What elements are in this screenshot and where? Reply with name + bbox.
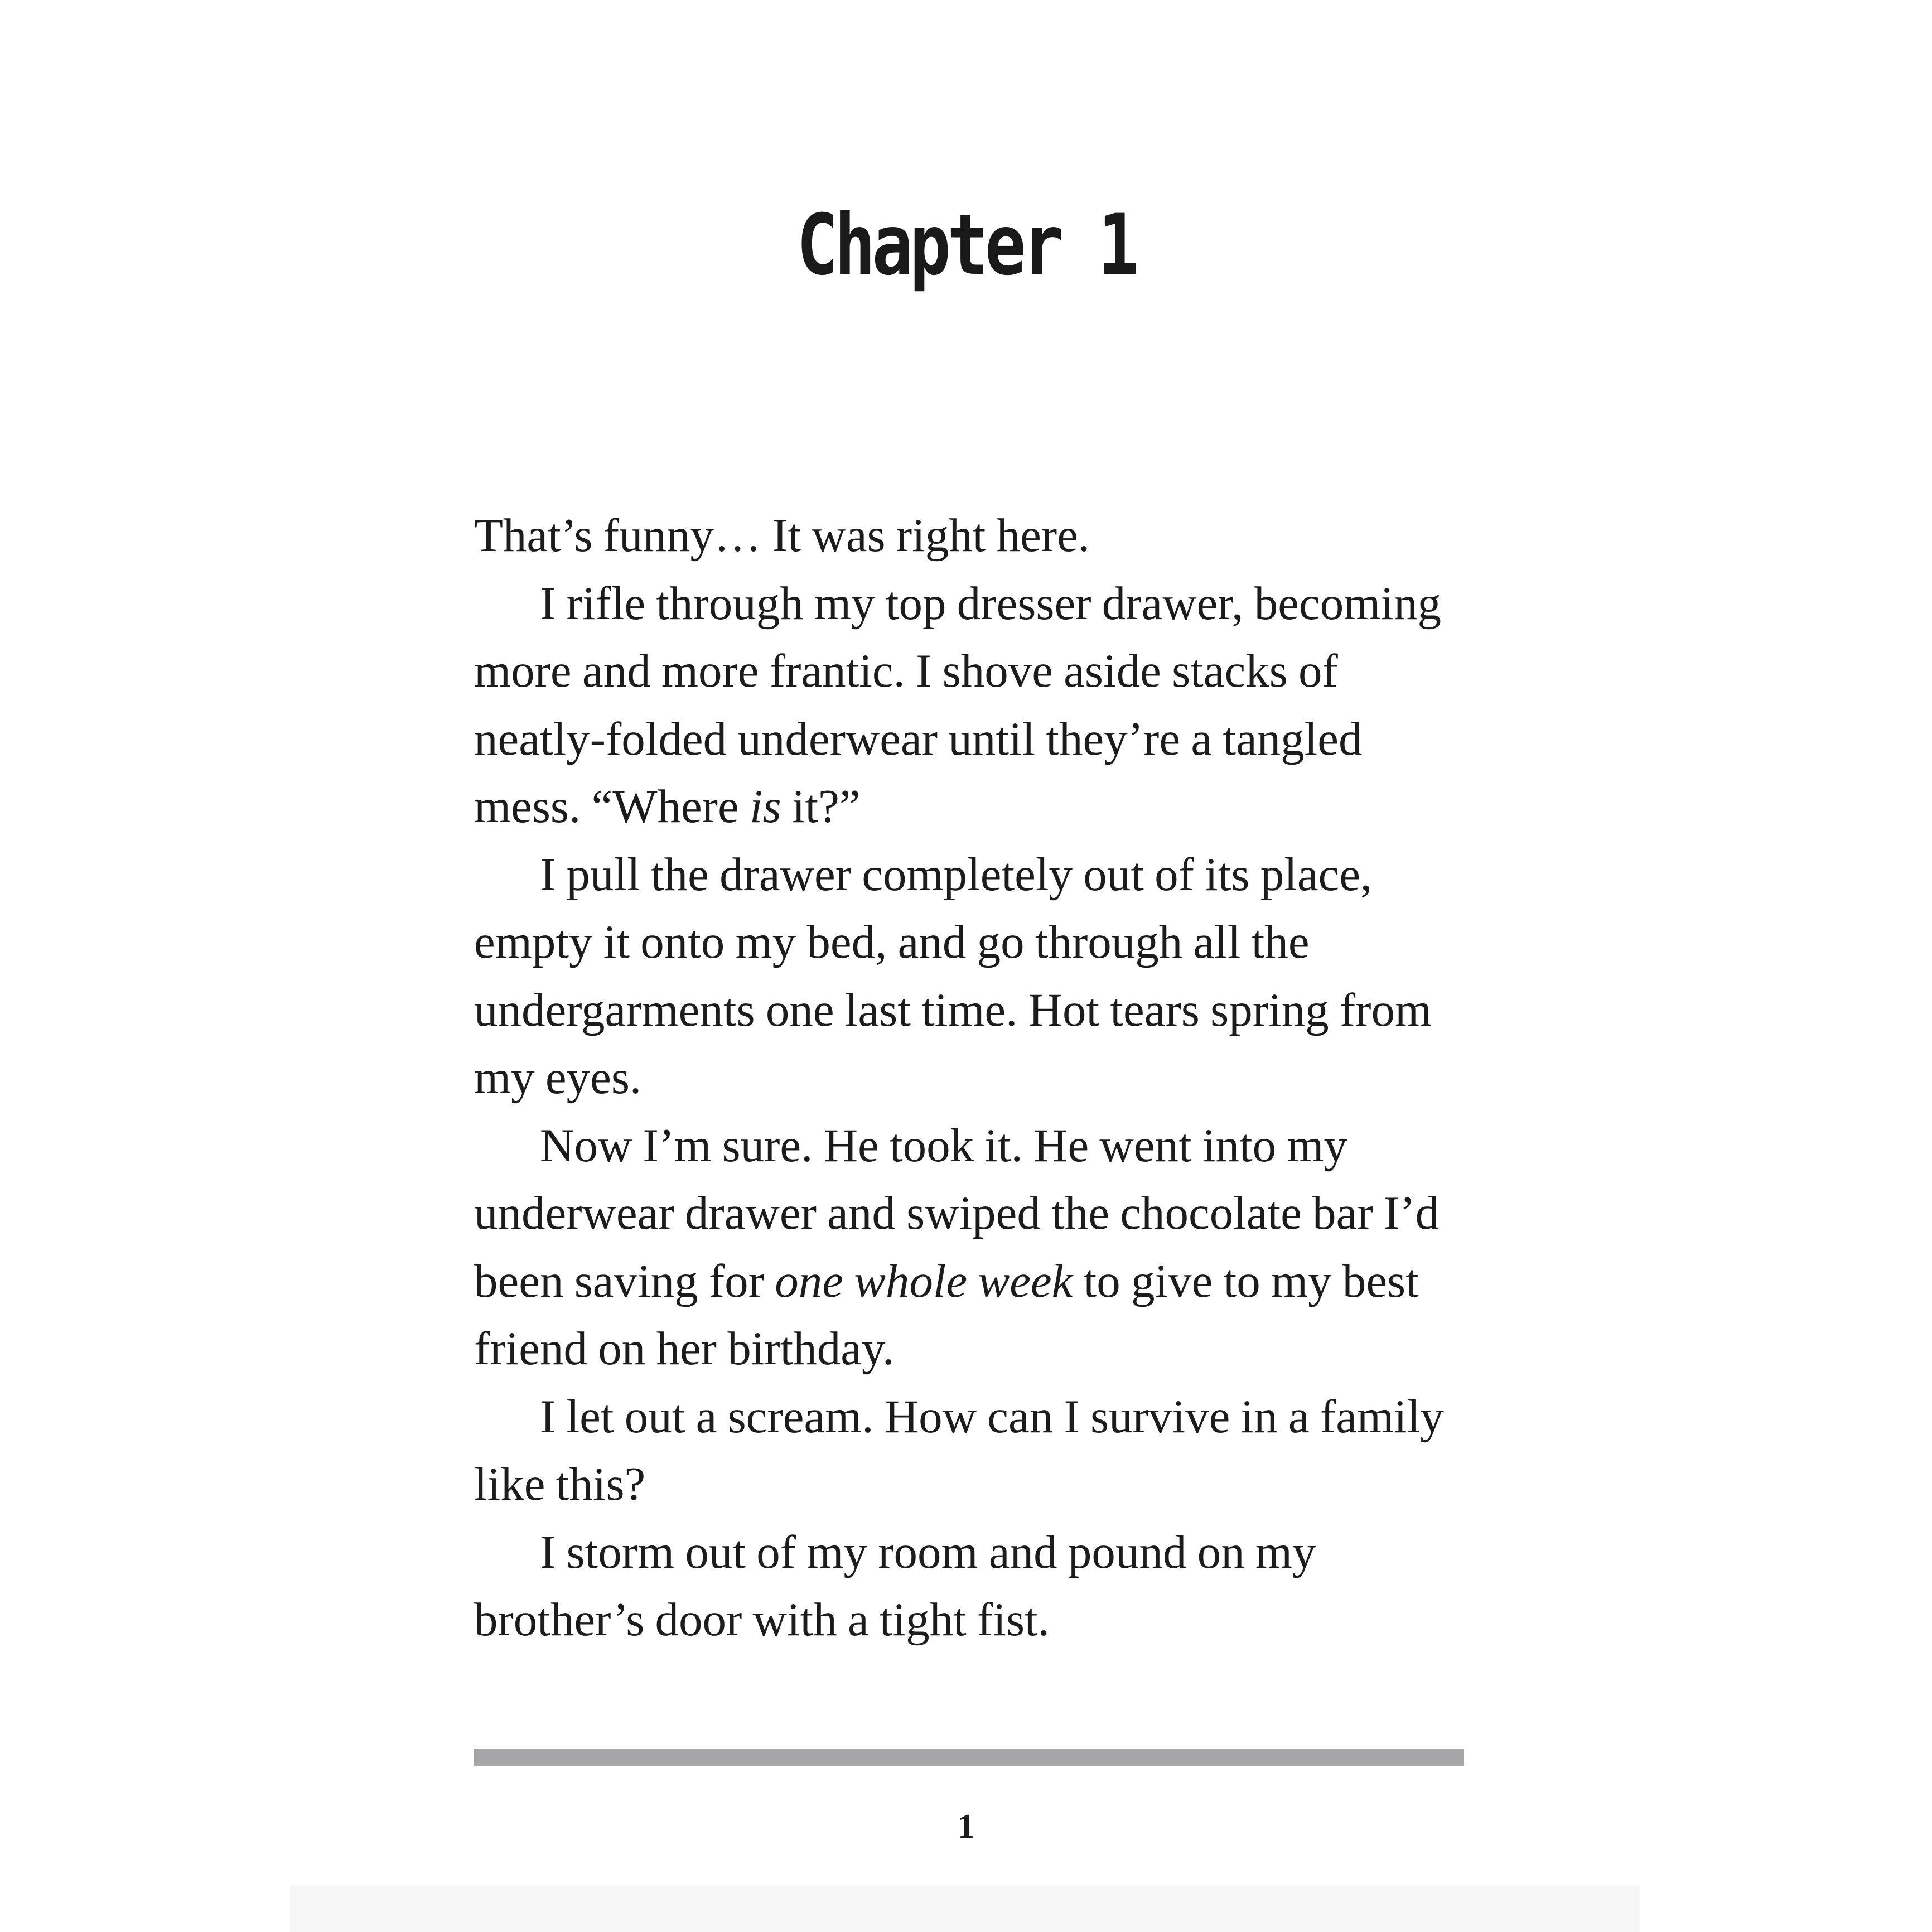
text-segment: to give to my best friend on her birthday. [474,1254,1419,1375]
text-segment: I rifle through my top dresser drawer, becoming more and more frantic. I shove aside stacks of neatly-folded underwear until they’re a tangled mess. “Where [474,577,1441,833]
paragraph [474,841,1472,1112]
italic-segment: one whole week [775,1254,1073,1307]
page-number: 1 [957,1808,975,1846]
paragraph [474,1519,1472,1654]
text-segment: Now I’m sure. He took it. He went into my underwear drawer and swiped the chocolate bar I’d been saving for [474,1119,1440,1307]
footer-rule [474,1749,1464,1766]
text-segment: I let out a scream. How can I survive in a family like this? [474,1390,1444,1510]
page-edge-shadow [290,1885,1640,1932]
paragraph [474,570,1472,841]
text-segment: That’s funny… It was right here. [474,509,1090,562]
chapter-body [474,502,1472,1654]
text-segment: I pull the drawer completely out of its place, empty it onto my bed, and go through all the undergarments one last time. Hot tears spring from my eyes. [474,848,1432,1104]
chapter-title: Chapter 1 [796,197,1136,294]
italic-segment: is [749,780,781,833]
paragraph [474,1112,1472,1383]
paragraph [474,1383,1472,1519]
paragraph [474,502,1472,570]
text-segment: it?” [781,780,861,833]
text-segment: I storm out of my room and pound on my brother’s door with a tight fist. [474,1525,1316,1646]
